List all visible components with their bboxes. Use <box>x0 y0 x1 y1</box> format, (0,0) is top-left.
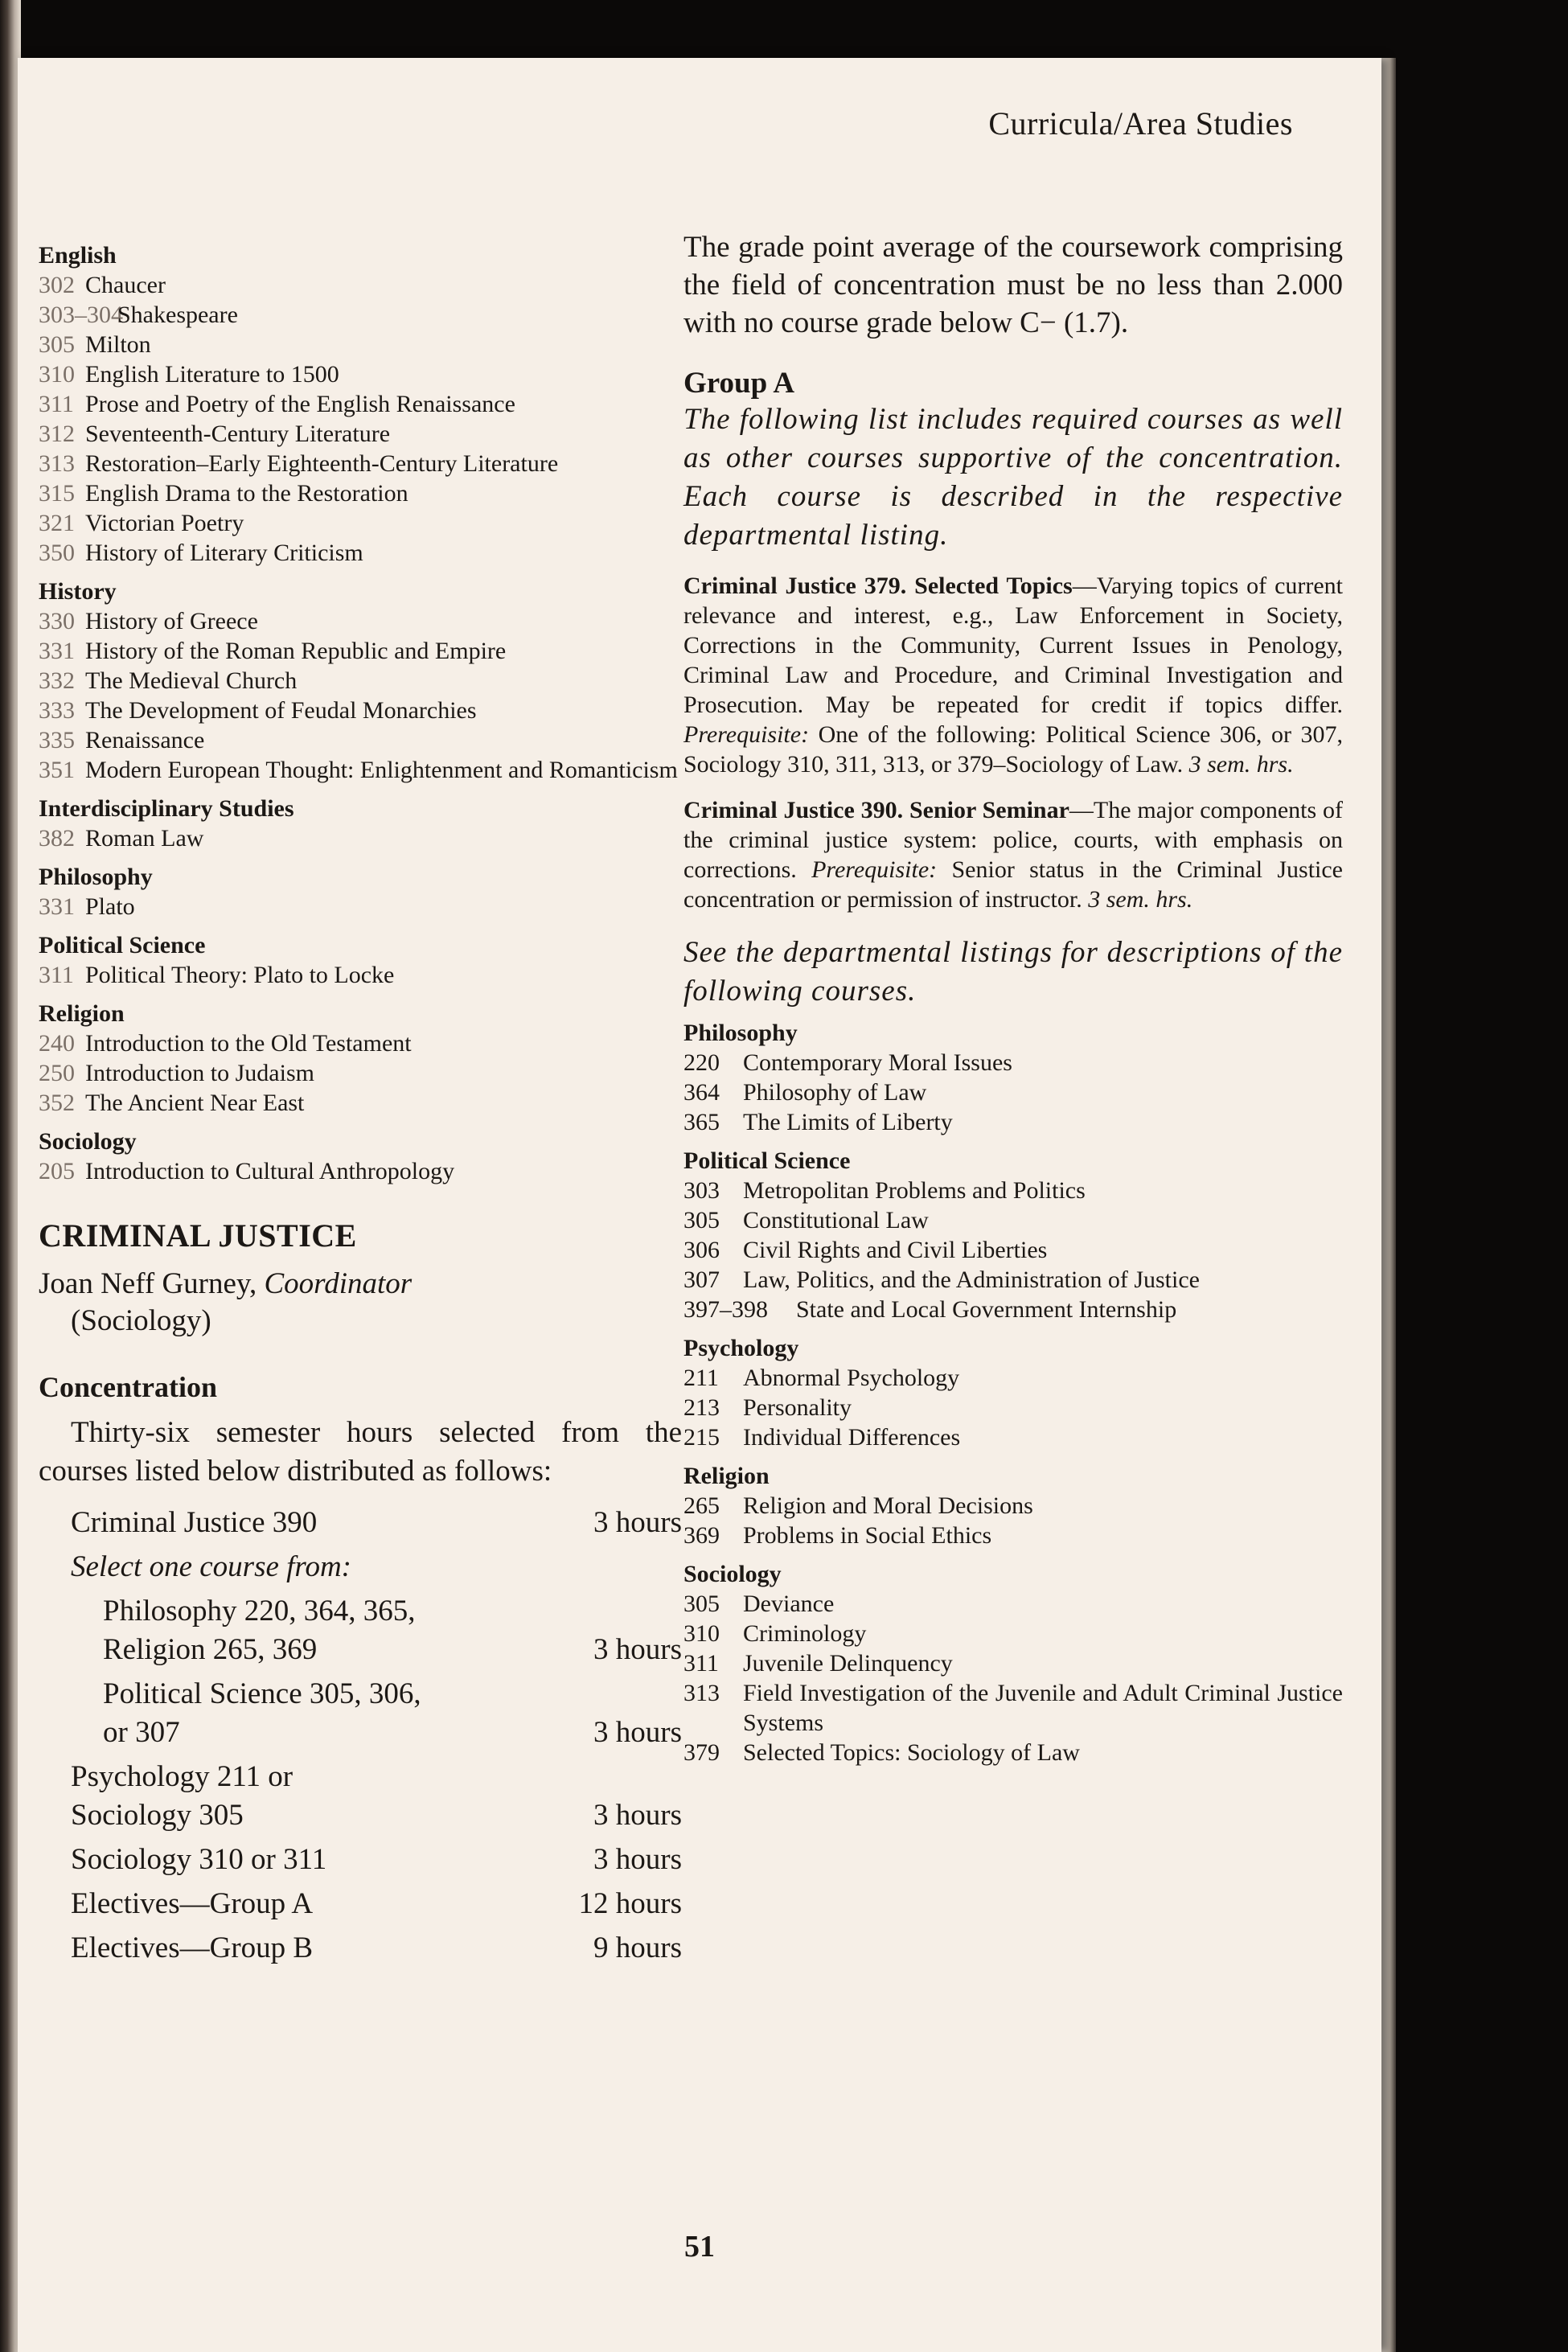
req-label: or 307 <box>103 1716 180 1749</box>
req-label: Psychology 211 or <box>71 1760 293 1793</box>
course-row <box>683 1491 1343 1521</box>
req-label: Criminal Justice 390 <box>71 1506 318 1539</box>
concentration-heading: Concentration <box>39 1371 217 1403</box>
coordinator-role: Coordinator <box>264 1267 413 1300</box>
req-label: Electives—Group B <box>71 1931 314 1964</box>
left-course-groups <box>39 241 682 1186</box>
course-group <box>683 1019 1343 1137</box>
course-row <box>683 1738 1343 1767</box>
course-number: 303–304 <box>39 302 123 328</box>
course-title: Introduction to the Old Testament <box>85 1030 412 1057</box>
course-row <box>683 1619 1343 1648</box>
running-head: Curricula/Area Studies <box>988 105 1293 142</box>
course-title: Chaucer <box>85 272 166 298</box>
course-title: Milton <box>85 331 151 358</box>
course-number: 250 <box>39 1060 75 1086</box>
course-number: 351 <box>39 757 75 783</box>
course-title: Criminology <box>743 1620 867 1647</box>
req-hours: 3 hours <box>593 1799 682 1832</box>
course-row <box>39 359 682 389</box>
course-number: 365 <box>683 1109 720 1135</box>
course-row <box>39 538 682 568</box>
course-row <box>39 478 682 508</box>
group-heading: English <box>39 242 117 269</box>
course-title: Law, Politics, and the Administration of Justice <box>743 1266 1200 1293</box>
course-row <box>39 449 682 478</box>
course-number: 312 <box>39 421 75 447</box>
course-number: 352 <box>39 1090 75 1116</box>
course-number: 330 <box>39 608 75 634</box>
req-row <box>39 1929 682 1968</box>
course-title: The Medieval Church <box>85 667 298 694</box>
course-row <box>683 1678 1343 1738</box>
catalog-page <box>18 58 1381 2352</box>
course-title: Personality <box>743 1394 852 1421</box>
course-row <box>39 636 682 666</box>
course-number: 305 <box>683 1591 720 1617</box>
course-group <box>683 1334 1343 1452</box>
course-row <box>39 823 682 853</box>
course-title: Victorian Poetry <box>85 510 244 536</box>
course-group <box>683 1147 1343 1324</box>
req-hours: 3 hours <box>593 1633 682 1666</box>
course-title: Restoration–Early Eighteenth-Century Literature <box>85 450 559 477</box>
req-select-label: Select one course from: <box>71 1550 351 1583</box>
group-heading: Psychology <box>683 1335 799 1361</box>
course-group <box>39 863 682 922</box>
course-number: 313 <box>39 450 75 477</box>
concentration-text: Thirty-six semester hours selected from the courses listed below distributed as follows: <box>39 1416 682 1488</box>
coordinator <box>39 1266 682 1340</box>
course-row <box>39 892 682 922</box>
course-title: Field Investigation of the Juvenile and Adult Criminal Justice Systems <box>743 1680 1343 1736</box>
course-row <box>683 1363 1343 1393</box>
course-number: 315 <box>39 480 75 507</box>
group-heading: Political Science <box>683 1147 851 1174</box>
course-group <box>39 931 682 990</box>
prereq-text: One of the following: Political Science 306, or 307, Sociology 310, 311, 313, or 379–Sociology of Law. <box>683 721 1343 778</box>
course-title: History of Greece <box>85 608 258 634</box>
prereq-label: Prerequisite: <box>683 721 810 748</box>
course-number: 331 <box>39 638 75 664</box>
course-row <box>39 755 682 785</box>
page-edge <box>1381 58 1396 2352</box>
course-title: English Literature to 1500 <box>85 361 339 388</box>
req-label: Electives—Group A <box>71 1887 314 1920</box>
section-title: CRIMINAL JUSTICE <box>39 1217 357 1254</box>
course-title: Political Theory: Plato to Locke <box>85 962 395 988</box>
course-row <box>39 606 682 636</box>
req-row <box>39 1758 682 1796</box>
req-label: Sociology 305 <box>71 1799 244 1832</box>
course-number: 310 <box>39 361 75 388</box>
req-row <box>39 1631 682 1669</box>
course-title: Criminal Justice 390. Senior Seminar <box>683 797 1069 823</box>
course-number: 307 <box>683 1266 720 1293</box>
course-group <box>39 794 682 853</box>
course-title: History of the Roman Republic and Empire <box>85 638 507 664</box>
req-hours: 12 hours <box>578 1887 682 1920</box>
course-number: 265 <box>683 1492 720 1519</box>
course-number: 397–398 <box>683 1296 768 1323</box>
course-title: Introduction to Cultural Anthropology <box>85 1158 455 1184</box>
course-number: 313 <box>683 1680 720 1706</box>
right-column <box>683 228 1343 1777</box>
course-title: Roman Law <box>85 825 204 852</box>
course-row <box>39 696 682 725</box>
req-row <box>39 1504 682 1542</box>
coordinator-name: Joan Neff Gurney, <box>39 1267 265 1300</box>
course-number: 240 <box>39 1030 75 1057</box>
course-title: History of Literary Criticism <box>85 540 363 566</box>
course-row <box>683 1589 1343 1619</box>
course-group <box>683 1560 1343 1767</box>
course-number: 305 <box>39 331 75 358</box>
course-number: 311 <box>39 962 74 988</box>
course-title: Plato <box>85 893 135 920</box>
course-group <box>39 999 682 1118</box>
req-row <box>39 1841 682 1879</box>
course-row <box>683 1295 1343 1324</box>
course-description-cj390 <box>683 795 1343 914</box>
req-label: Philosophy 220, 364, 365, <box>103 1595 416 1628</box>
group-heading: History <box>39 578 117 605</box>
req-hours: 3 hours <box>593 1843 682 1876</box>
course-number: 382 <box>39 825 75 852</box>
requirements-table <box>39 1504 682 1968</box>
group-heading: Religion <box>39 1000 125 1027</box>
course-number: 364 <box>683 1079 720 1106</box>
group-heading: Sociology <box>683 1561 782 1587</box>
course-number: 211 <box>683 1365 719 1391</box>
see-departmental-text: See the departmental listings for descriptions of the following courses. <box>683 936 1343 1008</box>
course-title: Seventeenth-Century Literature <box>85 421 391 447</box>
group-a-heading: Group A <box>683 367 795 400</box>
gpa-text: The grade point average of the coursework comprising the field of concentration must be no less than 2.000 with no course grade below C− (1.7). <box>683 231 1343 339</box>
course-row <box>39 666 682 696</box>
course-number: 332 <box>39 667 75 694</box>
course-row <box>39 270 682 300</box>
course-row <box>39 419 682 449</box>
group-heading: Interdisciplinary Studies <box>39 795 294 822</box>
course-row <box>39 1088 682 1118</box>
course-number: 220 <box>683 1049 720 1076</box>
course-body: —The major components of the criminal justice system: police, courts, with emphasis on corrections. <box>683 797 1343 883</box>
course-title: The Limits of Liberty <box>743 1109 953 1135</box>
course-number: 215 <box>683 1424 720 1451</box>
course-row <box>39 330 682 359</box>
group-heading: Political Science <box>39 932 206 958</box>
course-number: 333 <box>39 697 75 724</box>
course-row <box>39 508 682 538</box>
course-number: 311 <box>683 1650 719 1677</box>
course-title: Contemporary Moral Issues <box>743 1049 1012 1076</box>
course-number: 350 <box>39 540 75 566</box>
req-row <box>39 1592 682 1631</box>
course-row <box>39 960 682 990</box>
course-title: Selected Topics: Sociology of Law <box>743 1739 1080 1766</box>
course-title: Abnormal Psychology <box>743 1365 960 1391</box>
course-number: 335 <box>39 727 75 753</box>
course-title: English Drama to the Restoration <box>85 480 408 507</box>
course-row <box>39 300 682 330</box>
course-body: —Varying topics of current relevance and interest, e.g., Law Enforcement in Society, Corrections in the Community, Current Issues in Penology, Criminal Law and Procedure, and Criminal Investigation and Prosecution. May be repeated for credit if topics differ. <box>683 573 1344 718</box>
left-column <box>39 241 682 1973</box>
course-group <box>39 241 682 568</box>
coordinator-dept: (Sociology) <box>71 1304 211 1337</box>
course-row <box>683 1521 1343 1550</box>
course-number: 310 <box>683 1620 720 1647</box>
req-hours: 3 hours <box>593 1716 682 1749</box>
course-number: 303 <box>683 1177 720 1204</box>
course-number: 306 <box>683 1237 720 1263</box>
course-title: The Ancient Near East <box>85 1090 305 1116</box>
course-title: State and Local Government Internship <box>796 1296 1177 1323</box>
course-row <box>683 1077 1343 1107</box>
course-title: Individual Differences <box>743 1424 961 1451</box>
course-title: Metropolitan Problems and Politics <box>743 1177 1086 1204</box>
req-row <box>39 1885 682 1923</box>
course-group <box>39 1127 682 1186</box>
group-heading: Philosophy <box>683 1020 798 1046</box>
course-row <box>39 725 682 755</box>
course-row <box>39 1058 682 1088</box>
course-title: Constitutional Law <box>743 1207 929 1233</box>
course-row <box>683 1235 1343 1265</box>
course-title: Juvenile Delinquency <box>743 1650 953 1677</box>
course-number: 311 <box>39 391 74 417</box>
course-group <box>683 1462 1343 1550</box>
course-row <box>683 1176 1343 1205</box>
course-group <box>39 577 682 785</box>
course-number: 305 <box>683 1207 720 1233</box>
course-number: 321 <box>39 510 75 536</box>
course-title: Renaissance <box>85 727 205 753</box>
req-row <box>39 1714 682 1752</box>
course-row <box>683 1205 1343 1235</box>
course-row <box>683 1648 1343 1678</box>
course-description-cj379 <box>683 571 1343 779</box>
req-label: Political Science 305, 306, <box>103 1677 421 1710</box>
course-hours: 3 sem. hrs. <box>1188 751 1294 778</box>
course-number: 369 <box>683 1522 720 1549</box>
course-title: Religion and Moral Decisions <box>743 1492 1033 1519</box>
group-heading: Sociology <box>39 1128 137 1155</box>
course-number: 213 <box>683 1394 720 1421</box>
course-row <box>39 389 682 419</box>
course-row <box>39 1156 682 1186</box>
req-row <box>39 1675 682 1714</box>
course-row <box>683 1048 1343 1077</box>
page-number: 51 <box>684 2230 715 2264</box>
course-row <box>683 1422 1343 1452</box>
course-title: Modern European Thought: Enlightenment and Romanticism <box>85 757 678 783</box>
course-title: Civil Rights and Civil Liberties <box>743 1237 1048 1263</box>
prereq-label: Prerequisite: <box>811 856 938 883</box>
group-heading: Philosophy <box>39 864 153 890</box>
group-a-intro: The following list includes required courses as well as other courses supportive of the concentration. Each course is described in the respective departmental listing. <box>683 403 1343 552</box>
course-title: Philosophy of Law <box>743 1079 927 1106</box>
course-title: Introduction to Judaism <box>85 1060 314 1086</box>
req-label: Religion 265, 369 <box>103 1633 318 1666</box>
course-title: Prose and Poetry of the English Renaissance <box>85 391 515 417</box>
course-title: Deviance <box>743 1591 835 1617</box>
course-title: Shakespeare <box>117 302 238 328</box>
req-label: Sociology 310 or 311 <box>71 1843 327 1876</box>
course-title: Problems in Social Ethics <box>743 1522 992 1549</box>
course-hours: 3 sem. hrs. <box>1088 886 1193 913</box>
right-course-groups <box>683 1019 1343 1767</box>
course-number: 205 <box>39 1158 75 1184</box>
course-number: 331 <box>39 893 75 920</box>
course-number: 302 <box>39 272 75 298</box>
course-row <box>683 1393 1343 1422</box>
course-number: 379 <box>683 1739 720 1766</box>
course-row <box>683 1107 1343 1137</box>
course-row <box>683 1265 1343 1295</box>
req-row <box>39 1796 682 1835</box>
course-title: The Development of Feudal Monarchies <box>85 697 477 724</box>
req-hours: 3 hours <box>593 1506 682 1539</box>
course-title: Criminal Justice 379. Selected Topics <box>683 573 1073 599</box>
prereq-text: Senior status in the Criminal Justice concentration or permission of instructor. <box>683 856 1343 913</box>
group-heading: Religion <box>683 1463 770 1489</box>
req-row <box>39 1548 682 1586</box>
course-row <box>39 1028 682 1058</box>
req-hours: 9 hours <box>593 1931 682 1964</box>
